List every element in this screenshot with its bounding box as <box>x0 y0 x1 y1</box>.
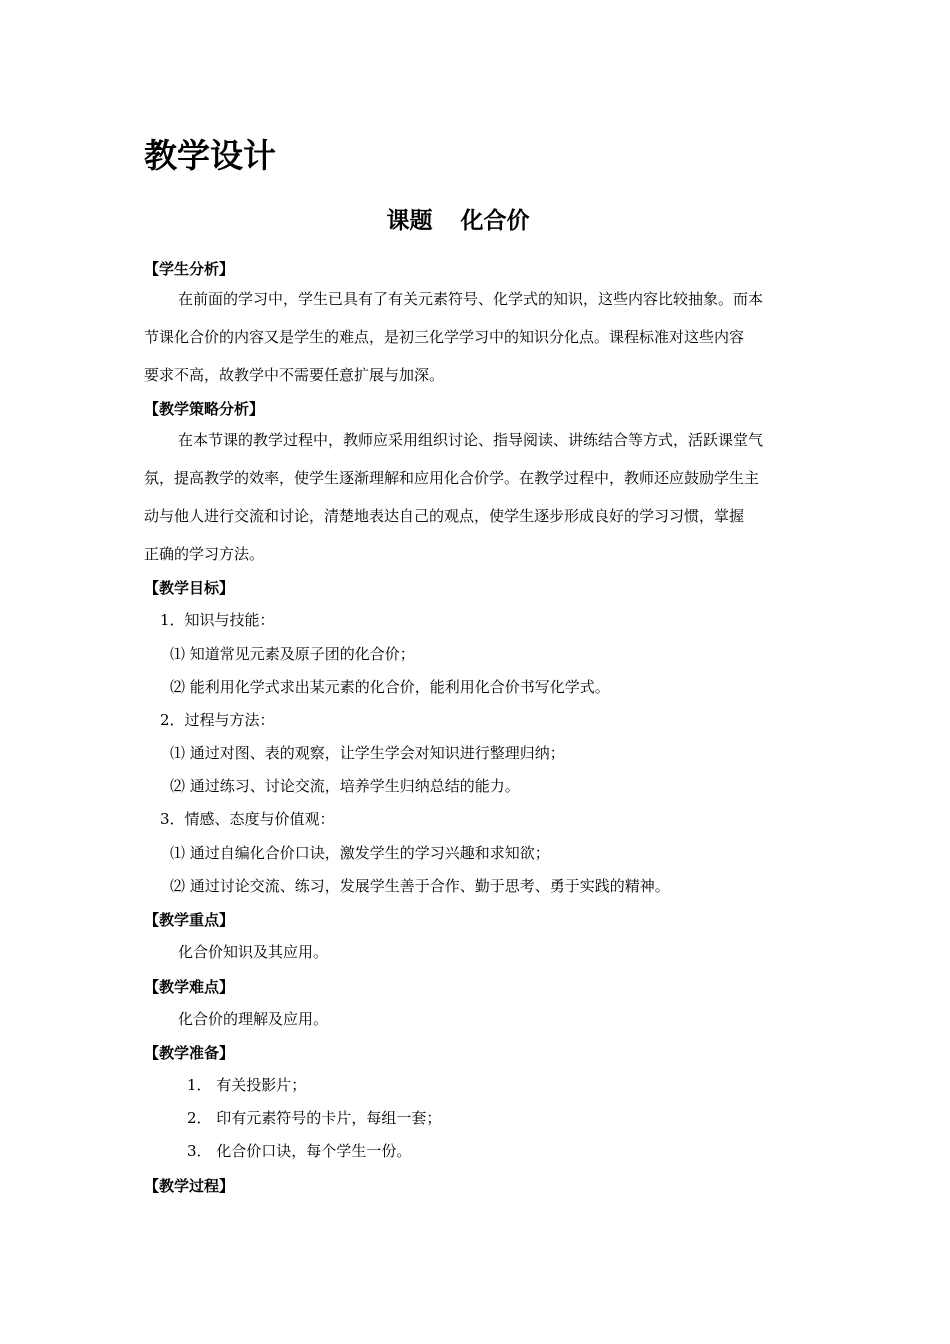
student-analysis-line: 节课化合价的内容又是学生的难点，是初三化学学习中的知识分化点。课程标准对这些内容 <box>144 328 745 346</box>
objective-item: ⑵ 通过讨论交流、练习，发展学生善于合作、勤于思考、勇于实践的精神。 <box>170 877 670 895</box>
strategy-analysis-line: 动与他人进行交流和讨论，清楚地表达自己的观点，使学生逐步形成良好的学习习惯，掌握 <box>144 507 745 525</box>
preparation-item: 2． 印有元素符号的卡片，每组一套； <box>187 1109 442 1127</box>
objective-item: ⑴ 通过对图、表的观察，让学生学会对知识进行整理归纳； <box>170 744 565 762</box>
lesson-label: 课题 <box>386 208 433 234</box>
key-points-text: 化合价知识及其应用。 <box>178 943 329 961</box>
student-analysis-line: 要求不高，故教学中不需要任意扩展与加深。 <box>144 366 445 384</box>
strategy-analysis-heading: 【教学策略分析】 <box>144 400 265 418</box>
objective-item: ⑴ 通过自编化合价口诀，激发学生的学习兴趣和求知欲； <box>170 844 550 862</box>
objective-item: ⑴ 知道常见元素及原子团的化合价； <box>170 645 415 663</box>
preparation-item: 3． 化合价口诀，每个学生一份。 <box>187 1142 412 1160</box>
objective-item: 2．过程与方法： <box>160 711 275 729</box>
strategy-analysis-line: 正确的学习方法。 <box>144 545 265 563</box>
document-title: 教学设计 <box>144 136 276 175</box>
key-points-heading: 【教学重点】 <box>144 911 235 929</box>
objective-item: 1．知识与技能： <box>160 611 275 629</box>
objectives-heading: 【教学目标】 <box>144 579 235 597</box>
preparation-item: 1． 有关投影片； <box>187 1076 307 1094</box>
objective-item: 3．情感、态度与价值观： <box>160 810 335 828</box>
process-heading: 【教学过程】 <box>144 1177 235 1195</box>
difficulties-heading: 【教学难点】 <box>144 978 235 996</box>
objective-item: ⑵ 能利用化学式求出某元素的化合价，能利用化合价书写化学式。 <box>170 678 610 696</box>
objective-item: ⑵ 通过练习、讨论交流，培养学生归纳总结的能力。 <box>170 777 520 795</box>
difficulties-text: 化合价的理解及应用。 <box>178 1010 329 1028</box>
student-analysis-line: 在前面的学习中，学生已具有了有关元素符号、化学式的知识，这些内容比较抽象。而本 <box>178 290 764 308</box>
preparation-heading: 【教学准备】 <box>144 1044 235 1062</box>
lesson-title <box>0 202 916 235</box>
student-analysis-heading: 【学生分析】 <box>144 260 235 278</box>
strategy-analysis-line: 在本节课的教学过程中，教师应采用组织讨论、指导阅读、讲练结合等方式，活跃课堂气 <box>178 431 764 449</box>
lesson-topic: 化合价 <box>460 208 530 234</box>
strategy-analysis-line: 氛，提高教学的效率，使学生逐渐理解和应用化合价学。在教学过程中，教师还应鼓励学生主 <box>144 469 760 487</box>
